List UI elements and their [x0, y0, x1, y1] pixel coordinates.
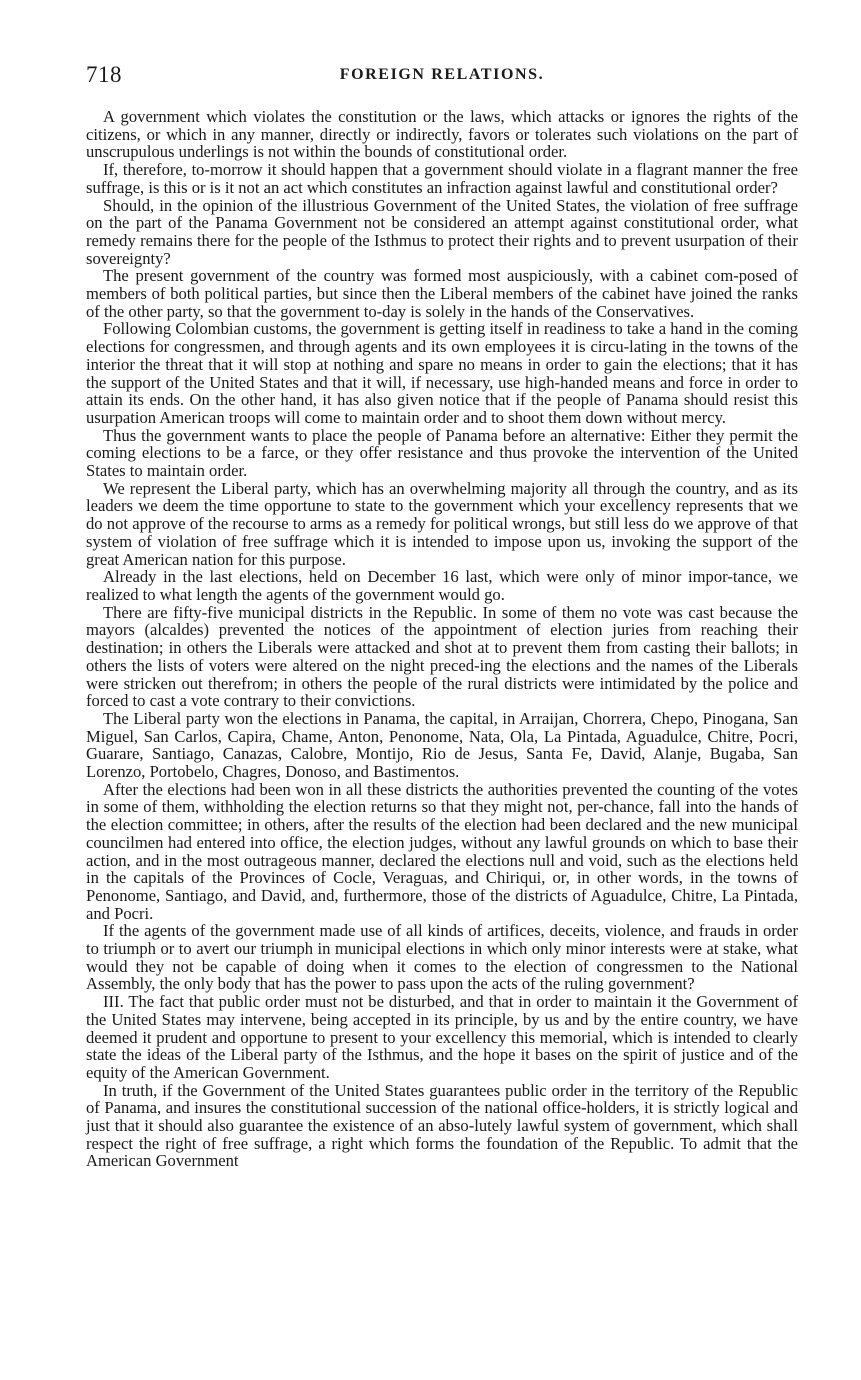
paragraph: The present government of the country was formed most auspiciously, with a cabinet com-posed of members of both political parties, but since then the Liberal members of the cabinet have joined the ranks of the other party, so that the government to-day is solely in the hands of the Conservatives. — [86, 266, 798, 321]
paragraph: If, therefore, to-morrow it should happen that a government should violate in a flagrant manner the free suffrage, is this or is it not an act which constitutes an infraction against lawful and constitutional order? — [86, 160, 798, 197]
paragraph: After the elections had been won in all these districts the authorities prevented the counting of the votes in some of them, withholding the election returns so that they might not, per-chance, fall into the hands of the election committee; in others, after the results of the election had been declared and the new municipal councilmen had entered into office, the election judges, without any lawful grounds on which to base their action, and in the most outrageous manner, declared the elections null and void, such as the elections held in the capitals of the Provinces of Cocle, Veraguas, and Chiriqui, or, in other words, in the towns of Penonome, Santiago, and David, and, furthermore, those of the districts of Aguadulce, Chitre, La Pintada, and Pocri. — [86, 779, 798, 923]
paragraph: Following Colombian customs, the government is getting itself in readiness to take a hand in the coming elections for congressmen, and through agents and its own employees it is circu-lating in the towns of the interior the threat that it will stop at nothing and spare no means in order to gain the elections; that it has the support of the United States and that it will, if necessary, use high-handed means and force in order to attain its ends. On the other hand, it has also given notice that if the people of Panama should resist this usurpation American troops will come to maintain order and to shoot them down without mercy. — [86, 319, 798, 427]
page-header — [86, 62, 798, 92]
paragraph: In truth, if the Government of the United States guarantees public order in the territory of the Republic of Panama, and insures the constitutional succession of the national office-holders, it is strictly logical and just that it should also guarantee the existence of an abso-lutely lawful system of government, which shall respect the right of free suffrage, a right which forms the foundation of the Republic. To admit that the American Government — [86, 1080, 798, 1171]
paragraph: There are fifty-five municipal districts in the Republic. In some of them no vote was cast because the mayors (alcaldes) prevented the notices of the appointment of election juries from reaching their destination; in others the Liberals were attacked and shot at to prevent them from casting their ballots; in others the lists of voters were altered on the night preced-ing the elections and the names of the Liberals were stricken out therefrom; in others the people of the rural districts were intimidated by the police and forced to cast a vote contrary to their convictions. — [86, 602, 798, 711]
paragraph: A government which violates the constitution or the laws, which attacks or ignores the rights of the citizens, or which in any manner, directly or indirectly, favors or tolerates such violations on the part of unscrupulous underlings is not within the bounds of constitutional order. — [86, 107, 798, 162]
paragraph: If the agents of the government made use of all kinds of artifices, deceits, violence, and frauds in order to triumph or to avert our triumph in municipal elections in which only minor interests were at stake, what would they not be capable of doing when it comes to the election of congressmen to the National Assembly, the only body that has the power to pass upon the acts of the ruling government? — [86, 921, 798, 994]
paragraph: III. The fact that public order must not be disturbed, and that in order to maintain it the Government of the United States may intervene, being accepted in its principle, by us and by the entire country, we have deemed it prudent and opportune to present to your excellency this memorial, which is intended to clearly state the ideas of the Liberal party of the Isthmus, and the hope it bases on the spirit of justice and of the equity of the American Government. — [86, 992, 798, 1082]
paragraph: Thus the government wants to place the people of Panama before an alternative: Either they permit the coming elections to be a farce, or they offer resistance and thus provoke the intervention of the United States to maintain order. — [86, 425, 798, 481]
running-title: FOREIGN RELATIONS. — [339, 66, 545, 83]
paragraph: Already in the last elections, held on December 16 last, which were only of minor impor-tance, we realized to what length the agents of the government would go. — [86, 567, 798, 604]
paragraph: The Liberal party won the elections in Panama, the capital, in Arraijan, Chorrera, Chepo, Pinogana, San Miguel, San Carlos, Capira, Chame, Anton, Penonome, Nata, Ola, La Pintada, Aguadulce, Chitre, Pocri, Guarare, Santiago, Canazas, Calobre, Montijo, Rio de Jesus, Santa Fe, David, Alanje, Bugaba, San Lorenzo, Portobelo, Chagres, Donoso, and Bastimentos. — [86, 708, 798, 782]
paragraph: Should, in the opinion of the illustrious Government of the United States, the violation of free suffrage on the part of the Panama Government not be considered an attempt against constitutional order, what remedy remains there for the people of the Isthmus to protect their rights and to prevent usurpation of their sovereignty? — [86, 195, 798, 268]
page-number: 718 — [86, 62, 122, 87]
paragraph: We represent the Liberal party, which has an overwhelming majority all through the country, and as its leaders we deem the time opportune to state to the government which your excellency represents that we do not approve of the recourse to arms as a remedy for political wrongs, but still less do we approve of that system of violation of free suffrage which it is intended to impose upon us, invoking the support of the great American nation for this purpose. — [86, 478, 798, 569]
body-text — [86, 108, 798, 1170]
